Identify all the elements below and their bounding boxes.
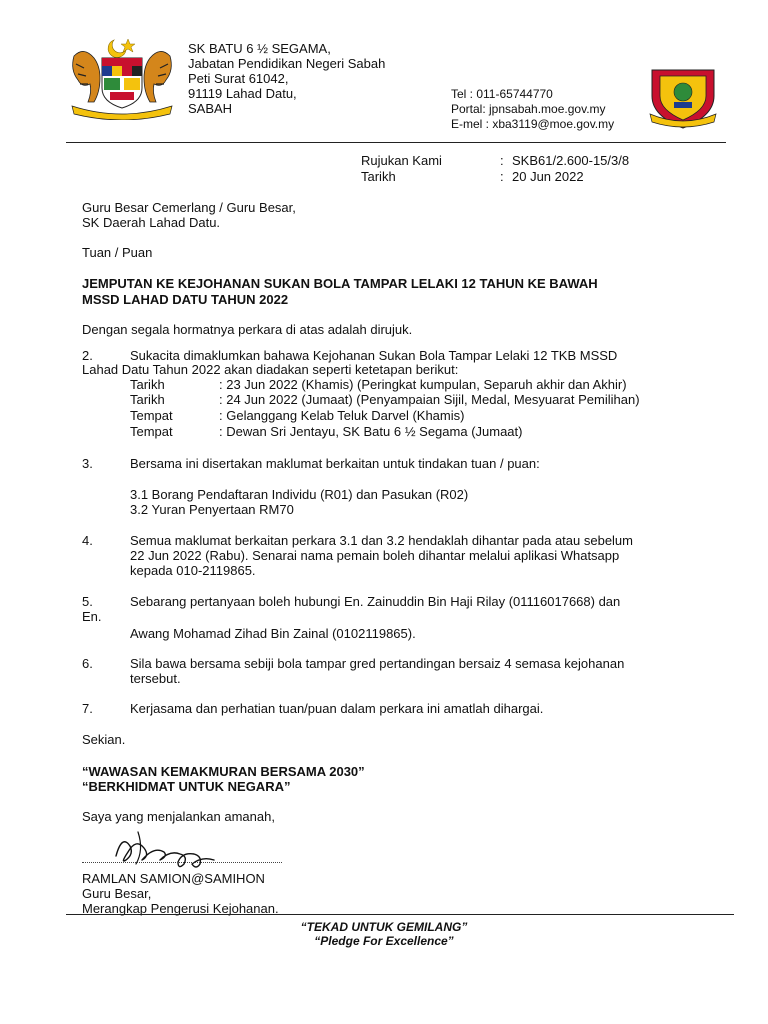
subject-line-2: MSSD LAHAD DATU TAHUN 2022 (82, 292, 289, 307)
paragraph-7-text: Kerjasama dan perhatian tuan/puan dalam perkara ini amatlah dihargai. (130, 701, 544, 716)
detail-label: Tempat (130, 424, 173, 439)
paragraph-3-number: 3. (82, 456, 93, 471)
motto-2: “BERKHIDMAT UNTUK NEGARA” (82, 779, 291, 794)
paragraph-4-number: 4. (82, 533, 93, 548)
date-label: Tarikh (361, 169, 396, 184)
email-address: E-mel : xba3119@moe.gov.my (451, 117, 615, 131)
signature-line (82, 862, 282, 863)
paragraph-3-text: Bersama ini disertakan maklumat berkaitan untuk tindakan tuan / puan: (130, 456, 540, 471)
list-item: 3.2 Yuran Penyertaan RM70 (130, 502, 294, 517)
detail-label: Tarikh (130, 377, 165, 392)
closing-amanah: Saya yang menjalankan amanah, (82, 809, 275, 824)
paragraph-5-line-2: En. (82, 609, 102, 624)
signatory-name: RAMLAN SAMION@SAMIHON (82, 871, 265, 886)
footer-tagline: “TEKAD UNTUK GEMILANG” (300, 920, 468, 934)
paragraph-4-line-1: Semua maklumat berkaitan perkara 3.1 dan 3.2 hendaklah dihantar pada atau sebelum (130, 533, 633, 548)
postcode-city: 91119 Lahad Datu, (188, 86, 297, 101)
recipient-line-1: Guru Besar Cemerlang / Guru Besar, (82, 200, 296, 215)
detail-value: : 23 Jun 2022 (Khamis) (Peringkat kumpulan, Separuh akhir dan Akhir) (219, 377, 627, 392)
date-colon: : (500, 169, 504, 184)
reference-label: Rujukan Kami (361, 153, 442, 168)
signatory-role: Merangkap Pengerusi Kejohanan. (82, 901, 279, 916)
detail-value: : 24 Jun 2022 (Jumaat) (Penyampaian Sijil, Medal, Mesyuarat Pemilihan) (219, 392, 640, 407)
footer-english-tagline: “Pledge For Excellence” (314, 934, 454, 948)
closing-word: Sekian. (82, 732, 126, 747)
paragraph-4-line-3: kepada 010-2119865. (130, 563, 256, 578)
signature (110, 822, 230, 872)
detail-label: Tempat (130, 408, 173, 423)
opening-sentence: Dengan segala hormatnya perkara di atas adalah dirujuk. (82, 322, 413, 337)
subject-line-1: JEMPUTAN KE KEJOHANAN SUKAN BOLA TAMPAR LELAKI 12 TAHUN KE BAWAH (82, 276, 598, 291)
paragraph-2-line-2: Lahad Datu Tahun 2022 akan diadakan seperti ketetapan berikut: (82, 362, 459, 377)
recipient-line-2: SK Daerah Lahad Datu. (82, 215, 221, 230)
motto-1: “WAWASAN KEMAKMURAN BERSAMA 2030” (82, 764, 365, 779)
paragraph-5-line-1: Sebarang pertanyaan boleh hubungi En. Zainuddin Bin Haji Rilay (01116017668) dan (130, 594, 621, 609)
signatory-title: Guru Besar, (82, 886, 152, 901)
portal-url: Portal: jpnsabah.moe.gov.my (451, 102, 606, 116)
paragraph-5-number: 5. (82, 594, 93, 609)
paragraph-5-line-3: Awang Mohamad Zihad Bin Zainal (0102119865). (130, 626, 416, 641)
reference-colon: : (500, 153, 504, 168)
list-item: 3.1 Borang Pendaftaran Individu (R01) dan Pasukan (R02) (130, 487, 469, 502)
paragraph-2-line-1: Sukacita dimaklumkan bahawa Kejohanan Sukan Bola Tampar Lelaki 12 TKB MSSD (130, 348, 618, 363)
coat-of-arms-logo (66, 36, 178, 120)
school-badge-logo (648, 68, 718, 130)
detail-value: : Gelanggang Kelab Teluk Darvel (Khamis) (219, 408, 465, 423)
reference-number: SKB61/2.600-15/3/8 (512, 153, 630, 168)
telephone: Tel : 011-65744770 (451, 87, 553, 101)
department-name: Jabatan Pendidikan Negeri Sabah (188, 56, 386, 71)
paragraph-2-number: 2. (82, 348, 93, 363)
school-name: SK BATU 6 ½ SEGAMA, (188, 41, 331, 56)
footer-divider (66, 914, 734, 915)
salutation: Tuan / Puan (82, 245, 153, 260)
detail-label: Tarikh (130, 392, 165, 407)
po-box: Peti Surat 61042, (188, 71, 289, 86)
state: SABAH (188, 101, 233, 116)
detail-value: : Dewan Sri Jentayu, SK Batu 6 ½ Segama (Jumaat) (219, 424, 523, 439)
letter-date: 20 Jun 2022 (512, 169, 584, 184)
paragraph-6-line-1: Sila bawa bersama sebiji bola tampar gred pertandingan bersaiz 4 semasa kejohanan (130, 656, 625, 671)
header-divider (66, 142, 726, 143)
paragraph-6-number: 6. (82, 656, 93, 671)
paragraph-4-line-2: 22 Jun 2022 (Rabu). Senarai nama pemain boleh dihantar melalui aplikasi Whatsapp (130, 548, 620, 563)
paragraph-7-number: 7. (82, 701, 93, 716)
paragraph-6-line-2: tersebut. (130, 671, 181, 686)
